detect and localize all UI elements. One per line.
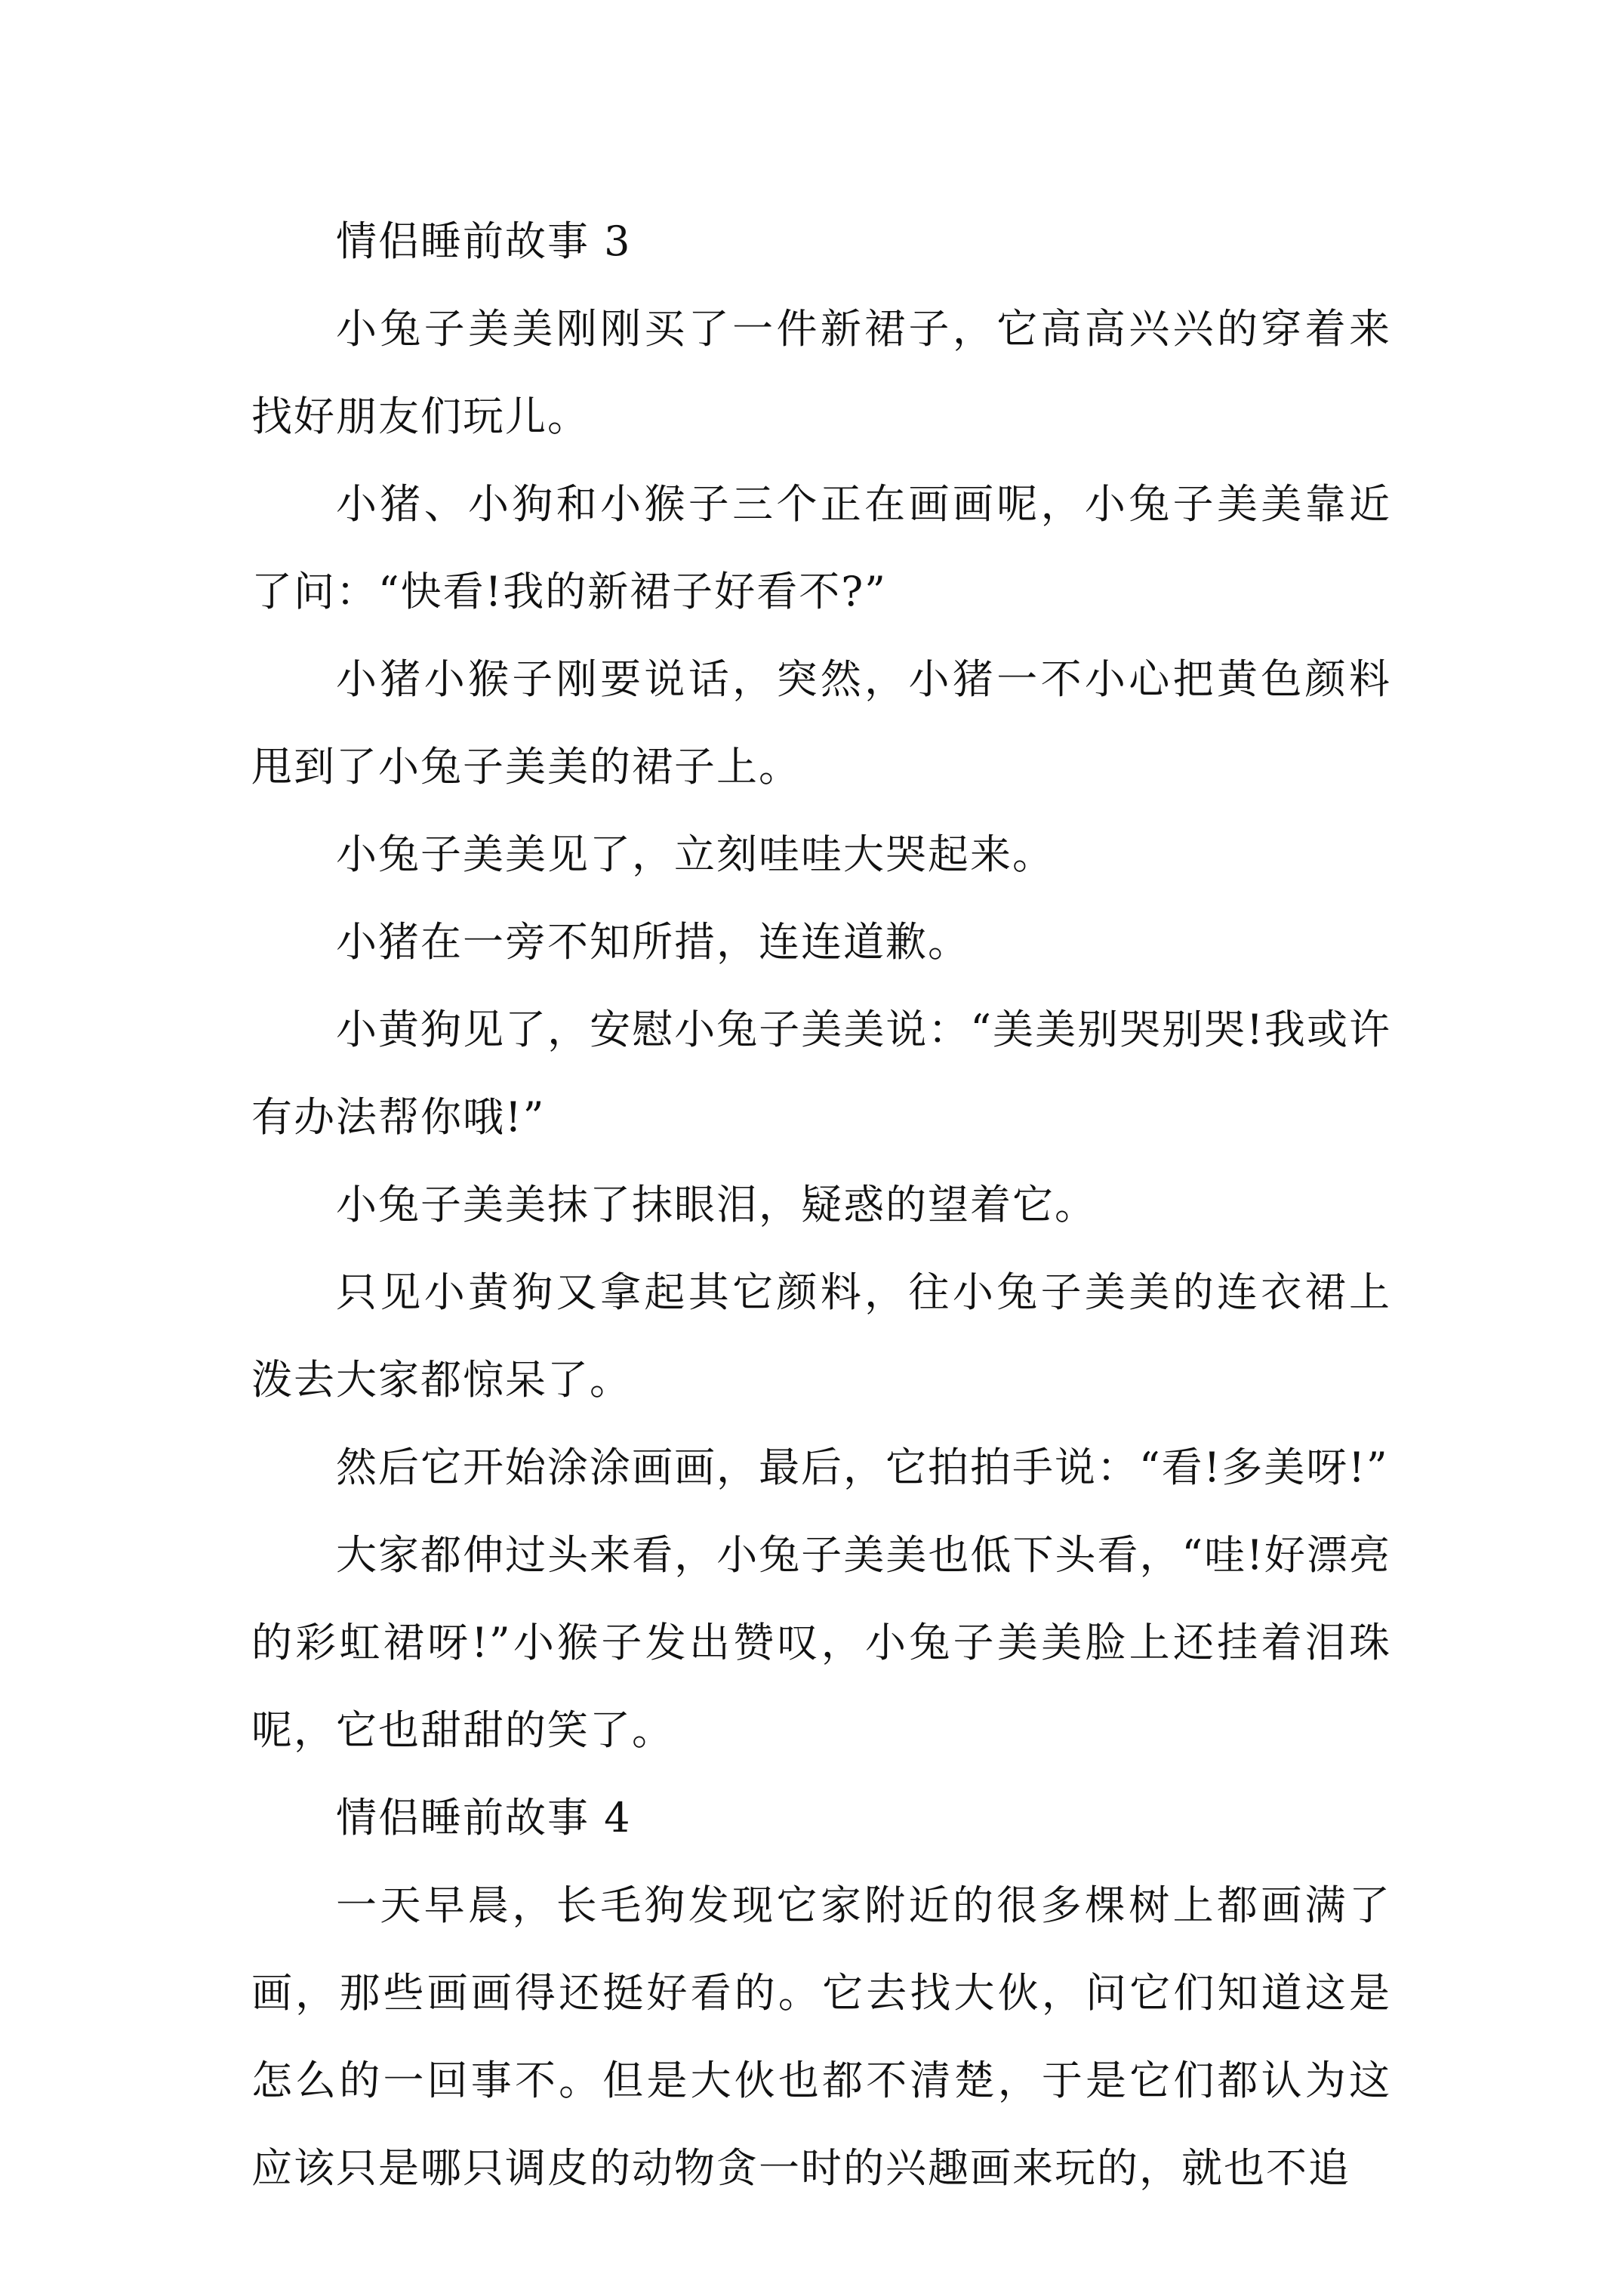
document-body: [251, 198, 1391, 2212]
paragraph: 小猪、小狗和小猴子三个正在画画呢，小兔子美美靠近了问：“快看!我的新裙子好看不?”: [251, 480, 1391, 615]
paragraph: 然后它开始涂涂画画，最后，它拍拍手说：“看!多美呀!”: [336, 1444, 1389, 1491]
paragraph: 只见小黄狗又拿起其它颜料，往小兔子美美的连衣裙上泼去大家都惊呆了。: [251, 1268, 1391, 1404]
paragraph: 小兔子美美刚刚买了一件新裙子，它高高兴兴的穿着来找好朋友们玩儿。: [251, 305, 1391, 440]
paragraph: 一天早晨，长毛狗发现它家附近的很多棵树上都画满了画，那些画画得还挺好看的。它去找大伙，问它们知道这是怎么的一回事不。但是大伙也都不清楚，于是它们都认为这应该只是哪只调皮的动物贪一时的兴趣画来玩的，就也不追: [251, 1881, 1391, 2192]
paragraph: 小兔子美美见了，立刻哇哇大哭起来。: [336, 831, 1055, 878]
paragraph: 小黄狗见了，安慰小兔子美美说：“美美别哭别哭!我或许有办法帮你哦!”: [251, 1006, 1391, 1141]
paragraph: 小猪在一旁不知所措，连连道歉。: [336, 918, 970, 966]
paragraph: 小兔子美美抹了抹眼泪，疑惑的望着它。: [336, 1181, 1097, 1228]
paragraph: 小猪小猴子刚要说话，突然，小猪一不小心把黄色颜料甩到了小兔子美美的裙子上。: [251, 655, 1391, 791]
section-heading-story-4: 情侣睡前故事 4: [336, 1794, 632, 1841]
paragraph: 大家都伸过头来看，小兔子美美也低下头看，“哇!好漂亮的彩虹裙呀!”小猴子发出赞叹，小兔子美美脸上还挂着泪珠呢，它也甜甜的笑了。: [251, 1531, 1391, 1754]
section-heading-story-3: 情侣睡前故事 3: [336, 217, 632, 265]
